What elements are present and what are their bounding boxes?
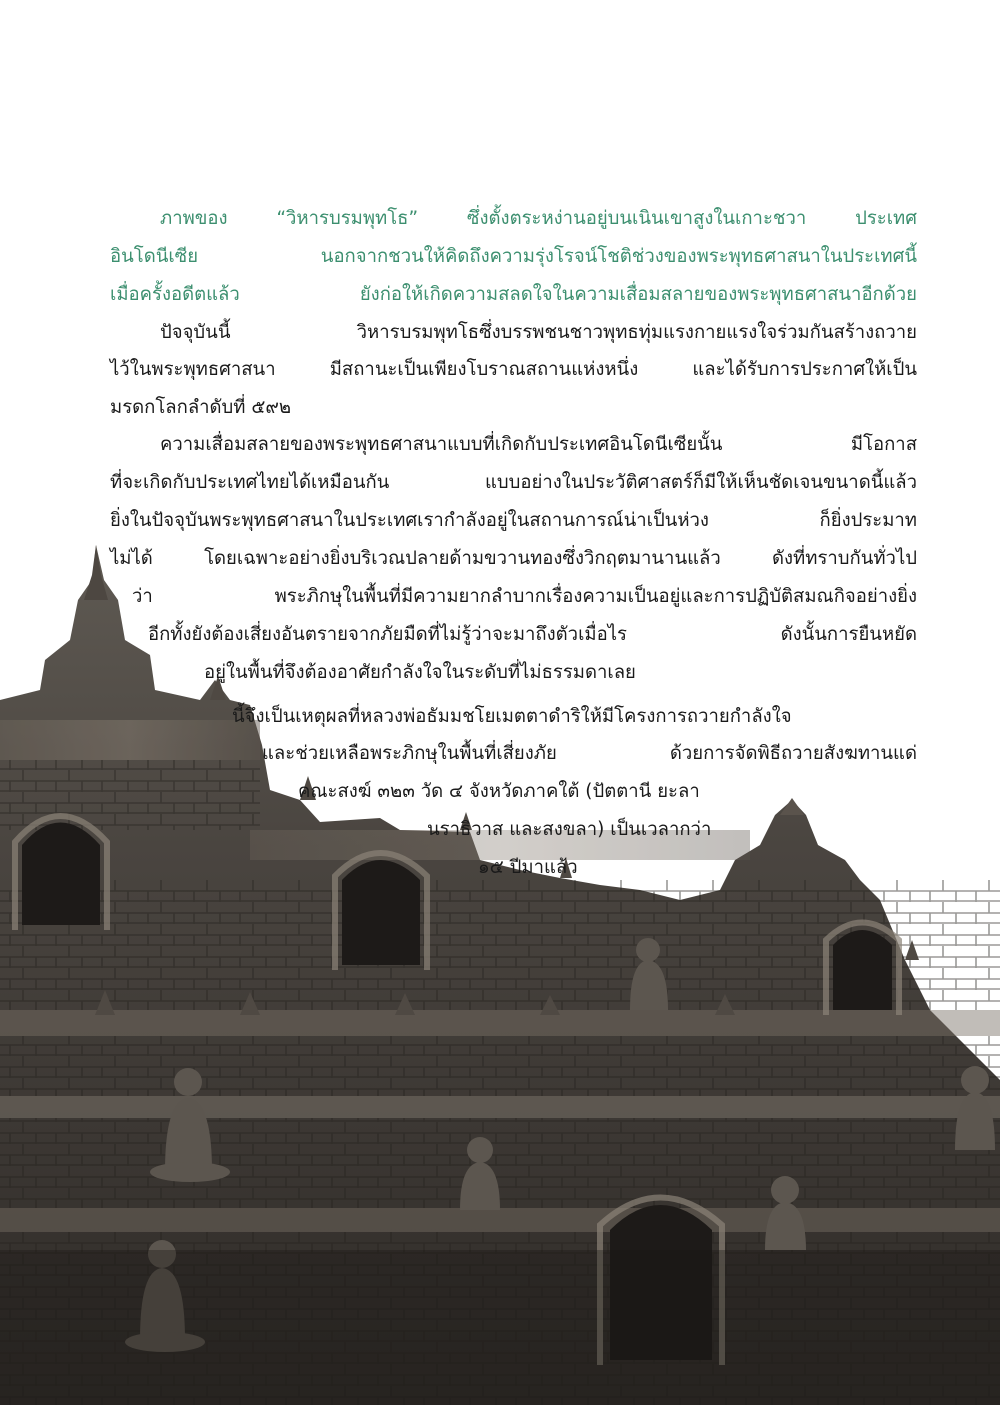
caption-line: อินโดนีเซีย นอกจากชวนให้คิดถึงความรุ่งโรจน์โชติช่วงของพระพุทธศาสนาในประเทศนี้ (110, 246, 917, 267)
body-line: และช่วยเหลือพระภิกษุในพื้นที่เสี่ยงภัย ด้วยการจัดพิธีถวายสังฆทานแด่ (262, 743, 917, 764)
body-line: ความเสื่อมสลายของพระพุทธศาสนาแบบที่เกิดกับประเทศอินโดนีเซียนั้น มีโอกาส (160, 434, 917, 455)
body-line: ๑๕ ปีมาแล้ว (478, 857, 578, 878)
body-line: ไม่ได้ โดยเฉพาะอย่างยิ่งบริเวณปลายด้ามขวานทองซึ่งวิกฤตมานานแล้ว ดังที่ทราบกันทั่วไป (110, 548, 917, 569)
body-line: คณะสงฆ์ ๓๒๓ วัด ๔ จังหวัดภาคใต้ (ปัตตานี ยะลา (298, 781, 700, 802)
body-line: อีกทั้งยังต้องเสี่ยงอันตรายจากภัยมืดที่ไม่รู้ว่าจะมาถึงตัวเมื่อไร ดังนั้นการยืนหยัด (148, 624, 917, 645)
body-line: นี้จึงเป็นเหตุผลที่หลวงพ่อธัมมชโยเมตตาดำริให้มีโครงการถวายกำลังใจ (232, 706, 792, 727)
body-line: ยิ่งในปัจจุบันพระพุทธศาสนาในประเทศเรากำลังอยู่ในสถานการณ์น่าเป็นห่วง ก็ยิ่งประมาท (110, 510, 917, 531)
caption-line: เมื่อครั้งอดีตแล้ว ยังก่อให้เกิดความสลดใจในความเสื่อมสลายของพระพุทธศาสนาอีกด้วย (110, 284, 917, 305)
body-line: อยู่ในพื้นที่จึงต้องอาศัยกำลังใจในระดับที่ไม่ธรรมดาเลย (204, 662, 636, 683)
body-line: นราธิวาส และสงขลา) เป็นเวลากว่า (427, 819, 712, 840)
body-line: ไว้ในพระพุทธศาสนา มีสถานะเป็นเพียงโบราณสถานแห่งหนึ่ง และได้รับการประกาศให้เป็น (110, 359, 917, 380)
body-line: มรดกโลกลำดับที่ ๕๙๒ (110, 397, 292, 418)
body-line: ที่จะเกิดกับประเทศไทยได้เหมือนกัน แบบอย่างในประวัติศาสตร์ก็มีให้เห็นชัดเจนขนาดนี้แล้ว (110, 472, 917, 493)
caption-line: ภาพของ “วิหารบรมพุทโธ” ซึ่งตั้งตระหง่านอยู่บนเนินเขาสูงในเกาะชวา ประเทศ (160, 208, 917, 229)
body-line: ปัจจุบันนี้ วิหารบรมพุทโธซึ่งบรรพชนชาวพุทธทุ่มแรงกายแรงใจร่วมกันสร้างถวาย (160, 322, 917, 343)
body-line: ว่า พระภิกษุในพื้นที่มีความยากลำบากเรื่องความเป็นอยู่และการปฏิบัติสมณกิจอย่างยิ่ง (132, 586, 917, 607)
